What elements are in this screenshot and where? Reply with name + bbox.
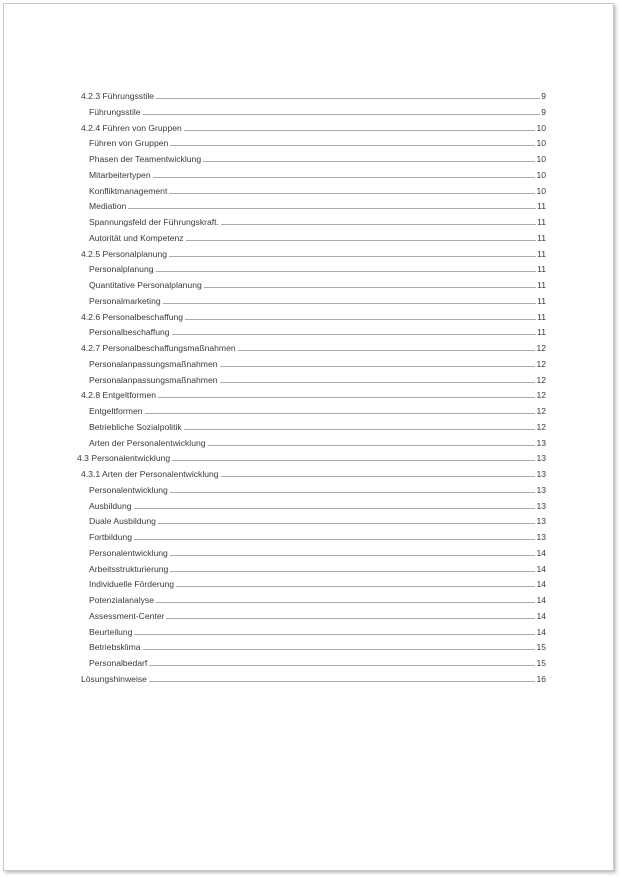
toc-entry-title: Personalanpassungsmaßnahmen: [89, 374, 218, 385]
dot-leader: [128, 208, 536, 209]
toc-entry-page-number: 11: [537, 201, 546, 212]
toc-entry[interactable]: [81, 90, 546, 102]
toc-entry-title: 4.2.8 Entgeltformen: [81, 390, 157, 401]
toc-entry-page-number: 10: [536, 138, 546, 149]
toc-entry[interactable]: [77, 452, 546, 464]
toc-entry-page-number: 13: [536, 469, 546, 479]
dot-leader: [184, 429, 536, 430]
toc-entry-page-number: 15: [536, 642, 546, 653]
toc-entry[interactable]: [81, 122, 546, 134]
toc-entry-title: Entgeltformen: [89, 406, 143, 416]
dot-leader: [172, 460, 535, 461]
dot-leader: [238, 350, 536, 351]
toc-entry[interactable]: [89, 657, 546, 669]
toc-entry-page-number: 12: [536, 343, 546, 353]
toc-entry-title: Personalplanung: [89, 264, 154, 275]
toc-entry-title: Individuelle Förderung: [89, 579, 175, 590]
toc-entry[interactable]: [89, 594, 546, 606]
toc-entry[interactable]: [81, 311, 546, 323]
dot-leader: [220, 382, 536, 383]
toc-entry[interactable]: [81, 673, 546, 685]
toc-entry-page-number: 9: [541, 91, 546, 101]
toc-entry[interactable]: [89, 200, 546, 212]
toc-entry-page-number: 14: [536, 610, 546, 621]
dot-leader: [149, 681, 536, 682]
toc-entry-title: Personalentwicklung: [89, 484, 168, 495]
toc-entry[interactable]: [81, 342, 546, 354]
toc-entry[interactable]: [89, 263, 546, 275]
toc-entry[interactable]: [89, 484, 546, 496]
dot-leader: [158, 397, 535, 398]
toc-entry[interactable]: [89, 185, 546, 197]
toc-entry[interactable]: [89, 106, 546, 118]
toc-entry[interactable]: [89, 515, 546, 527]
toc-entry-page-number: 12: [536, 421, 546, 432]
toc-entry[interactable]: [89, 578, 546, 590]
toc-entry-page-number: 11: [537, 217, 546, 227]
dot-leader: [134, 508, 536, 509]
toc-entry[interactable]: [89, 358, 546, 370]
toc-entry-title: Personalmarketing: [89, 295, 161, 306]
dot-leader: [134, 539, 535, 540]
toc-entry[interactable]: [89, 374, 546, 386]
toc-entry-title: Personalbeschaffung: [89, 327, 170, 338]
toc-entry-page-number: 13: [536, 500, 546, 511]
dot-leader: [170, 145, 535, 146]
toc-entry-title: Phasen der Teamentwicklung: [89, 154, 202, 164]
toc-entry-title: Ausbildung: [89, 500, 132, 511]
toc-entry-page-number: 9: [541, 106, 546, 117]
toc-entry-title: Beurteilung: [89, 626, 133, 637]
toc-entry-page-number: 11: [537, 280, 546, 290]
toc-entry[interactable]: [89, 531, 546, 543]
toc-entry-title: Fortbildung: [89, 532, 132, 542]
dot-leader: [204, 287, 536, 288]
toc-entry-title: Quantitative Personalplanung: [89, 280, 202, 290]
dot-leader: [156, 271, 537, 272]
toc-entry[interactable]: [89, 437, 546, 449]
toc-entry-page-number: 13: [536, 532, 546, 542]
dot-leader: [134, 634, 535, 635]
dot-leader: [203, 161, 535, 162]
toc-entry[interactable]: [89, 641, 546, 653]
dot-leader: [169, 256, 536, 257]
toc-entry-title: Personalbedarf: [89, 658, 148, 668]
toc-entry[interactable]: [89, 216, 546, 228]
toc-entry-title: Arten der Personalentwicklung: [89, 437, 206, 448]
toc-entry-page-number: 12: [536, 374, 546, 385]
toc-entry-title: Mediation: [89, 201, 127, 212]
toc-entry-page-number: 10: [536, 122, 546, 133]
dot-leader: [220, 366, 536, 367]
toc-entry-page-number: 11: [537, 295, 546, 306]
toc-entry-page-number: 12: [536, 406, 546, 416]
toc-entry-page-number: 13: [536, 453, 546, 464]
toc-entry-page-number: 15: [536, 658, 546, 668]
toc-entry-title: Führen von Gruppen: [89, 138, 169, 149]
toc-entry[interactable]: [89, 563, 546, 575]
toc-entry[interactable]: [89, 626, 546, 638]
toc-entry-title: Konfliktmanagement: [89, 185, 168, 196]
toc-entry-title: Spannungsfeld der Führungskraft.: [89, 217, 219, 227]
toc-entry[interactable]: [81, 248, 546, 260]
dot-leader: [172, 334, 536, 335]
toc-entry-title: Arbeitsstrukturierung: [89, 563, 169, 574]
toc-entry-page-number: 13: [536, 437, 546, 448]
toc-entry-page-number: 14: [536, 563, 546, 574]
dot-leader: [186, 240, 536, 241]
toc-entry-page-number: 14: [536, 579, 546, 590]
dot-leader: [158, 523, 536, 524]
dot-leader: [170, 492, 536, 493]
toc-entry[interactable]: [89, 405, 546, 417]
toc-entry-page-number: 14: [536, 547, 546, 558]
toc-entry-page-number: 11: [537, 264, 546, 275]
dot-leader: [185, 319, 536, 320]
dot-leader: [169, 193, 535, 194]
toc-entry-title: Personalentwicklung: [89, 547, 168, 558]
toc-entry[interactable]: [81, 389, 546, 401]
toc-entry-page-number: 11: [537, 327, 546, 338]
toc-entry-title: Potenzialanalyse: [89, 595, 154, 605]
toc-entry-page-number: 11: [537, 232, 546, 243]
dot-leader: [170, 571, 535, 572]
toc-entry-title: 4.2.4 Führen von Gruppen: [81, 122, 182, 133]
dot-leader: [208, 445, 536, 446]
dot-leader: [143, 649, 536, 650]
dot-leader: [184, 130, 536, 131]
toc-entry-page-number: 14: [536, 626, 546, 637]
toc-entry-title: Betriebsklima: [89, 642, 141, 653]
toc-entry-title: Betriebliche Sozialpolitik: [89, 421, 182, 432]
toc-entry-title: 4.2.7 Personalbeschaffungsmaßnahmen: [81, 343, 236, 353]
toc-entry-page-number: 11: [537, 311, 546, 322]
dot-leader: [156, 602, 535, 603]
toc-entry[interactable]: [89, 295, 546, 307]
toc-entry-title: 4.2.3 Führungsstile: [81, 91, 155, 101]
dot-leader: [143, 114, 541, 115]
toc-entry-page-number: 11: [537, 248, 546, 259]
toc-entry[interactable]: [89, 232, 546, 244]
toc-entry-title: 4.2.5 Personalplanung: [81, 248, 168, 259]
dot-leader: [166, 618, 535, 619]
toc-entry-title: Autorität und Kompetenz: [89, 232, 184, 243]
toc-entry-title: Duale Ausbildung: [89, 516, 156, 527]
dot-leader: [221, 476, 536, 477]
toc-entry-page-number: 16: [536, 673, 546, 684]
dot-leader: [153, 177, 536, 178]
dot-leader: [156, 98, 540, 99]
toc-entry[interactable]: [89, 500, 546, 512]
dot-leader: [145, 413, 536, 414]
toc-entry[interactable]: [81, 468, 546, 480]
toc-entry-page-number: 12: [536, 358, 546, 369]
dot-leader: [149, 665, 535, 666]
dot-leader: [221, 224, 536, 225]
toc-entry-title: Führungsstile: [89, 106, 141, 117]
document-page: [3, 3, 614, 871]
toc-entry-page-number: 13: [536, 484, 546, 495]
dot-leader: [176, 586, 535, 587]
toc-entry-title: 4.2.6 Personalbeschaffung: [81, 311, 184, 322]
toc-entry[interactable]: [89, 610, 546, 622]
toc-entry[interactable]: [89, 547, 546, 559]
toc-entry[interactable]: [89, 421, 546, 433]
toc-entry[interactable]: [89, 153, 546, 165]
toc-entry[interactable]: [89, 169, 546, 181]
toc-entry-page-number: 10: [536, 169, 546, 180]
toc-entry-page-number: 14: [536, 595, 546, 605]
toc-entry-page-number: 13: [536, 516, 546, 527]
toc-entry-title: Mitarbeitertypen: [89, 169, 151, 180]
toc-entry[interactable]: [89, 326, 546, 338]
toc-entry-page-number: 10: [536, 185, 546, 196]
toc-entry-title: Assessment-Center: [89, 610, 165, 621]
dot-leader: [163, 303, 536, 304]
toc-entry-title: Personalanpassungsmaßnahmen: [89, 358, 218, 369]
toc-entry-title: 4.3.1 Arten der Personalentwicklung: [81, 469, 219, 479]
toc-entry-page-number: 10: [536, 154, 546, 164]
toc-entry-title: Lösungshinweise: [81, 673, 147, 684]
toc-entry[interactable]: [89, 279, 546, 291]
dot-leader: [170, 555, 536, 556]
toc-entry-page-number: 12: [536, 390, 546, 401]
toc-entry-title: 4.3 Personalentwicklung: [77, 453, 171, 464]
toc-entry[interactable]: [89, 137, 546, 149]
